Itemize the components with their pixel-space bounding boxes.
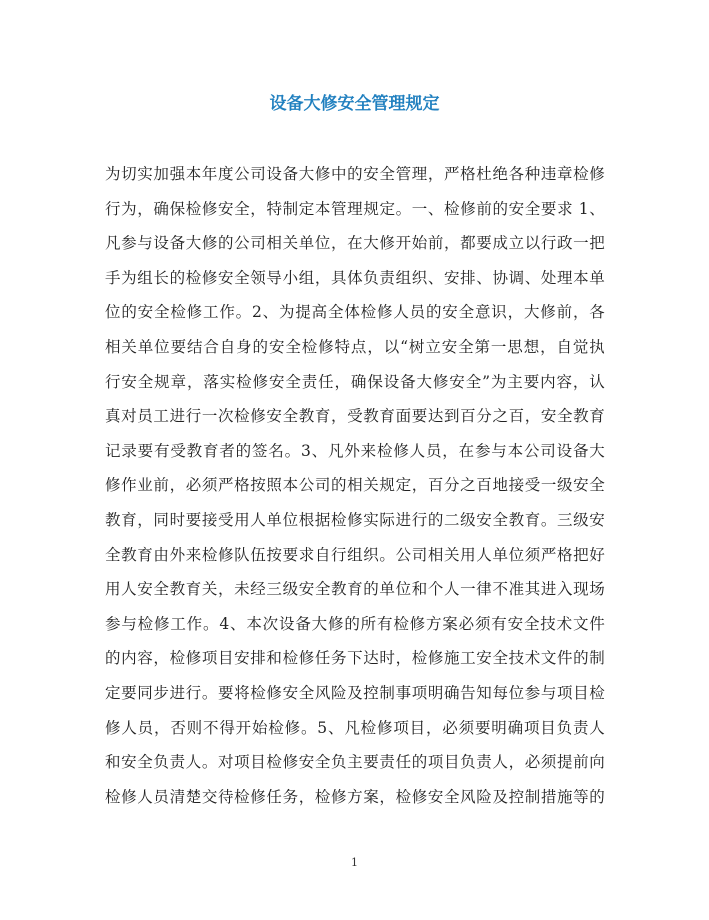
body-line: 位的安全检修工作。2、为提高全体检修人员的安全意识，大修前，各 — [105, 303, 605, 322]
body-line: 定要同步进行。要将检修安全风险及控制事项明确告知每位参与项目检 — [105, 683, 605, 702]
body-line: 修人员，否则不得开始检修。5、凡检修项目，必须要明确项目负责人 — [105, 718, 605, 737]
document-body — [105, 157, 605, 814]
body-line: 用人安全教育关，未经三级安全教育的单位和个人一律不准其进入现场 — [105, 580, 605, 599]
body-line: 为切实加强本年度公司设备大修中的安全管理，严格杜绝各种违章检修 — [105, 165, 605, 183]
document-title: 设备大修安全管理规定 — [269, 94, 440, 114]
body-line: 检修人员清楚交待检修任务，检修方案，检修安全风险及控制措施等的 — [105, 787, 605, 806]
body-line: 真对员工进行一次检修安全教育，受教育面要达到百分之百，安全教育 — [105, 407, 605, 426]
body-line: 和安全负责人。对项目检修安全负主要责任的项目负责人，必须提前向 — [105, 753, 605, 772]
body-line: 记录要有受教育者的签名。3、凡外来检修人员，在参与本公司设备大 — [105, 441, 605, 460]
body-line: 参与检修工作。4、本次设备大修的所有检修方案必须有安全技术文件 — [105, 614, 605, 633]
body-line: 凡参与设备大修的公司相关单位，在大修开始前，都要成立以行政一把 — [105, 234, 605, 253]
body-line: 手为组长的检修安全领导小组，具体负责组织、安排、协调、处理本单 — [105, 268, 605, 287]
body-line: 相关单位要结合自身的安全检修特点，以“树立安全第一思想，自觉执 — [105, 337, 605, 356]
body-line: 教育，同时要接受用人单位根据检修实际进行的二级安全教育。三级安 — [105, 510, 605, 529]
body-line: 行为，确保检修安全，特制定本管理规定。一、检修前的安全要求 1、 — [105, 199, 605, 218]
page-number: 1 — [351, 856, 358, 869]
body-line: 的内容，检修项目安排和检修任务下达时，检修施工安全技术文件的制 — [105, 649, 605, 668]
body-line: 修作业前，必须严格按照本公司的相关规定，百分之百地接受一级安全 — [105, 476, 605, 495]
body-line: 行安全规章，落实检修安全责任，确保设备大修安全”为主要内容，认 — [105, 372, 605, 391]
body-line: 全教育由外来检修队伍按要求自行组织。公司相关用人单位须严格把好 — [105, 545, 605, 564]
